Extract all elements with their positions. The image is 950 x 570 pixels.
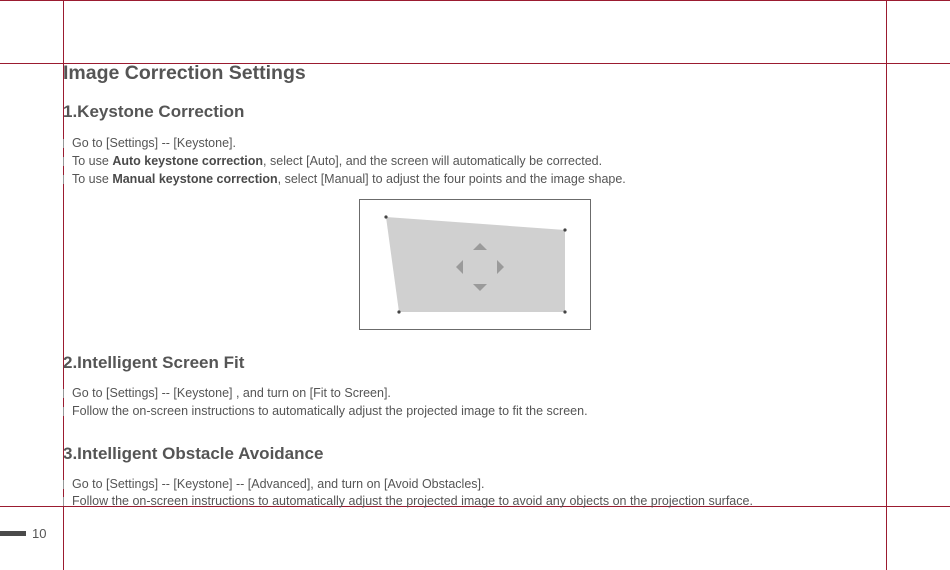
section-heading-obstacle-avoidance: 3.Intelligent Obstacle Avoidance — [63, 444, 324, 463]
keystone-diagram — [359, 199, 591, 330]
page-number: 10 — [32, 526, 47, 541]
page-title: Image Correction Settings — [63, 62, 306, 84]
bullet-item: Follow the on-screen instructions to automatically adjust the projected image to avoid any objects on the projection surface. — [63, 494, 753, 508]
corner-point-top-left — [384, 215, 387, 218]
bullet-item: To use Manual keystone correction, select [Manual] to adjust the four points and the image shape. — [63, 172, 626, 186]
section-heading-screen-fit: 2.Intelligent Screen Fit — [63, 353, 245, 372]
keystone-shape — [360, 200, 590, 329]
bullet-item: Follow the on-screen instructions to automatically adjust the projected image to fit the screen. — [63, 404, 588, 418]
guide-line-right — [886, 0, 887, 570]
projected-image-shape — [386, 217, 565, 312]
guide-line-top-edge — [0, 0, 950, 1]
corner-point-top-right — [563, 228, 566, 231]
corner-point-bottom-right — [563, 310, 566, 313]
page-number-bar — [0, 531, 26, 536]
bullet-item: Go to [Settings] -- [Keystone]. — [63, 136, 236, 150]
bullet-item: Go to [Settings] -- [Keystone] , and turn on [Fit to Screen]. — [63, 386, 391, 400]
bullet-item: Go to [Settings] -- [Keystone] -- [Advanced], and turn on [Avoid Obstacles]. — [63, 477, 484, 491]
bullet-item: To use Auto keystone correction, select [Auto], and the screen will automatically be corrected. — [63, 154, 602, 168]
section-heading-keystone: 1.Keystone Correction — [63, 102, 245, 121]
corner-point-bottom-left — [397, 310, 400, 313]
